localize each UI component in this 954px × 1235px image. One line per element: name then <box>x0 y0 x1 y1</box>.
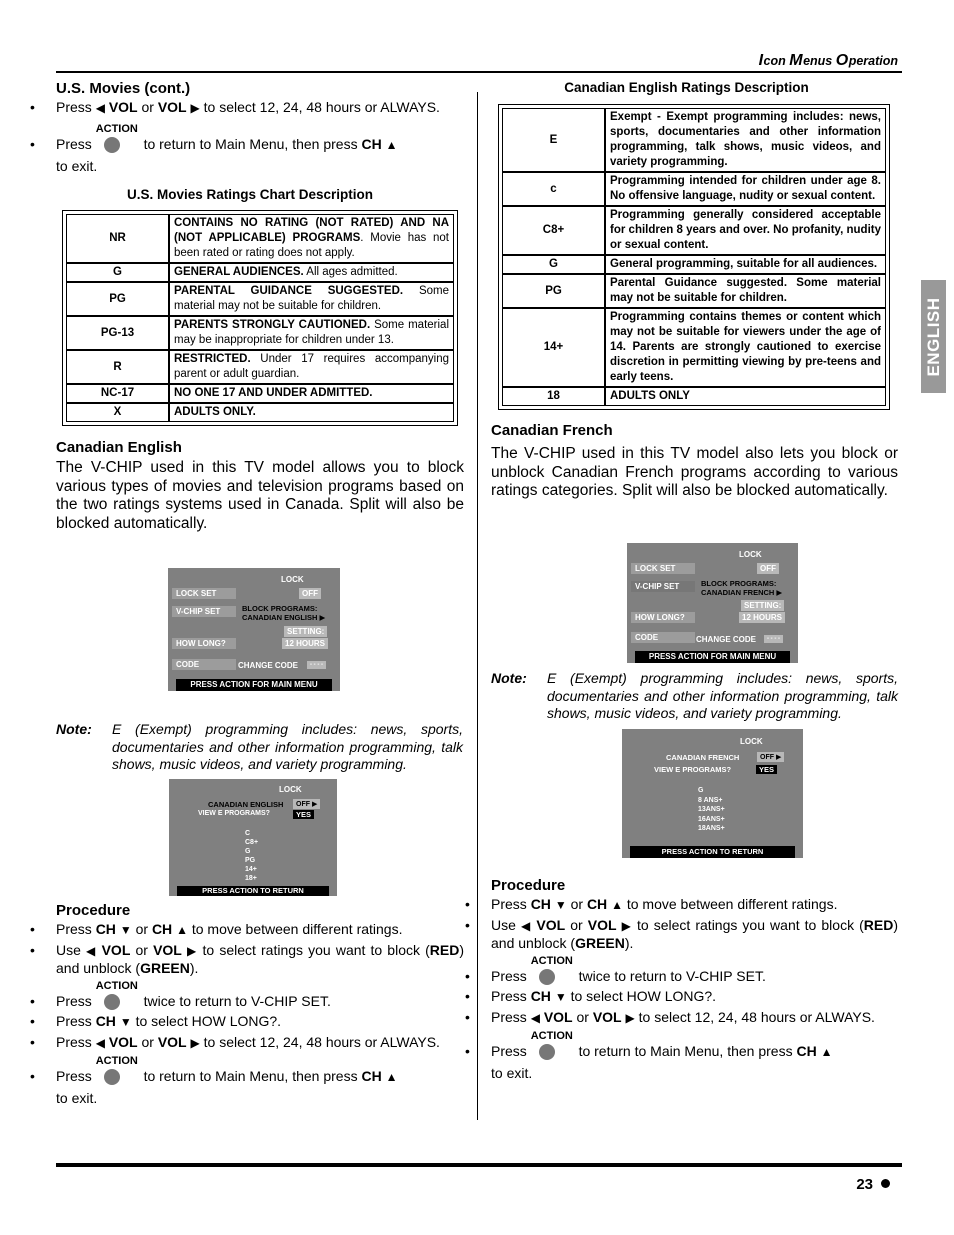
note-label: Note: <box>56 721 92 737</box>
osd-lock-title: LOCK <box>279 785 302 794</box>
osd-rating-item: 18+ <box>245 875 257 882</box>
osd-vchip-set: V-CHIP SET <box>631 581 695 592</box>
rating-code: G <box>66 263 169 282</box>
rating-code: PG <box>502 274 605 308</box>
osd-rating-item: C <box>245 830 251 837</box>
list-item: • Press ◀ VOL or VOL ▶ to select 12, 24, 48 hours or ALWAYS. <box>0 1034 464 1052</box>
rating-code: c <box>502 172 605 206</box>
left-arrow-icon: ◀ <box>95 101 105 115</box>
osd-view-e: VIEW E PROGRAMS? <box>654 765 732 774</box>
procedure-heading: Procedure <box>491 877 566 894</box>
up-arrow-icon: ▲ <box>176 923 188 937</box>
osd-rating-item: 13ANS+ <box>698 806 725 813</box>
rating-description: Exempt - Exempt programming includes: news, sports, documentaries and other information programming, talk shows, music videos, and variety programming. <box>605 108 886 172</box>
osd-change-code: CHANGE CODE <box>238 661 299 670</box>
osd-bottom-bar: PRESS ACTION FOR MAIN MENU <box>635 651 790 663</box>
list-item: • Press CH ▼ or CH ▲ to move between different ratings. <box>435 896 898 914</box>
rating-description: Programming intended for children under age 8. No offensive language, nudity or sexual content. <box>605 172 886 206</box>
table-row <box>66 403 454 422</box>
table-row <box>502 172 886 206</box>
action-button-icon: ACTION <box>96 137 140 153</box>
up-arrow-icon: ▲ <box>385 1070 398 1084</box>
us-table-caption: U.S. Movies Ratings Chart Description <box>126 187 374 202</box>
right-arrow-icon: ▶ <box>190 101 200 115</box>
action-button-icon: ACTION <box>531 1044 575 1060</box>
osd-lock-set: LOCK SET <box>172 588 236 599</box>
footer-rule <box>56 1163 902 1167</box>
list-item: • Use ◀ VOL or VOL ▶ to select ratings you want to block (RED) and unblock (GREEN). <box>0 942 464 977</box>
rating-description: PARENTS STRONGLY CAUTIONED. Some material may be inappropriate for children under 13. <box>169 316 454 350</box>
list-item: • Press ACTION to return to Main Menu, then press CH ▲ to exit. <box>435 1043 898 1082</box>
list-item: • Press ACTION to return to Main Menu, then press CH ▲ to exit. <box>0 136 464 175</box>
left-column <box>56 80 464 533</box>
list-item: • Press ◀ VOL or VOL ▶ to select 12, 24, 48 hours or ALWAYS. <box>0 99 464 117</box>
rating-description: Programming generally considered acceptable for children 8 years and over. No profanity, nudity or sexual content. <box>605 206 886 255</box>
rating-description: NO ONE 17 AND UNDER ADMITTED. <box>169 384 454 403</box>
osd-block-programs: BLOCK PROGRAMS: <box>701 579 777 588</box>
osd-bottom-bar: PRESS ACTION TO RETURN <box>630 846 795 858</box>
osd-hours: 12 HOURS <box>739 612 785 623</box>
table-row <box>502 255 886 274</box>
down-arrow-icon: ▼ <box>554 898 567 912</box>
action-button-icon: ACTION <box>531 969 575 985</box>
osd-setting: SETTING: <box>284 626 327 637</box>
table-row <box>66 384 454 403</box>
page-number: 23 <box>856 1176 890 1193</box>
table-row <box>502 206 886 255</box>
table-row <box>66 350 454 384</box>
osd-off-value: OFF <box>757 563 779 574</box>
vchip-menu-screen-english <box>168 568 340 691</box>
osd-title: CANADIAN FRENCH <box>666 753 740 762</box>
vchip-menu-screen-french <box>627 543 798 663</box>
osd-yes: YES <box>293 810 314 819</box>
procedure-heading: Procedure <box>56 902 131 919</box>
up-arrow-icon: ▲ <box>385 138 398 152</box>
table-row <box>502 387 886 406</box>
ce-table-caption: Canadian English Ratings Description <box>564 80 809 95</box>
osd-rating-item: 14+ <box>245 866 257 873</box>
osd-bottom-bar: PRESS ACTION FOR MAIN MENU <box>176 679 332 691</box>
osd-lock-set: LOCK SET <box>631 563 695 574</box>
table-row <box>66 316 454 350</box>
procedure-list <box>435 896 898 1082</box>
canadian-english-heading: Canadian English <box>56 439 182 456</box>
left-arrow-icon: ◀ <box>530 1011 540 1025</box>
rating-description: General programming, suitable for all audiences. <box>605 255 886 274</box>
table-row <box>502 274 886 308</box>
osd-change-code: CHANGE CODE <box>696 635 757 644</box>
osd-title: CANADIAN ENGLISH <box>208 800 284 809</box>
table-row <box>66 263 454 282</box>
list-item: • Press ◀ VOL or VOL ▶ to select 12, 24, 48 hours or ALWAYS. <box>435 1009 898 1027</box>
table-row <box>66 214 454 263</box>
note-text: E (Exempt) programming includes: news, sports, documentaries and other information programming, talk shows, music videos, and variety programming. <box>547 670 898 721</box>
osd-how-long: HOW LONG? <box>631 612 695 623</box>
canadian-french-heading: Canadian French <box>491 422 613 439</box>
right-arrow-icon: ▶ <box>190 1036 200 1050</box>
ce-ratings-table <box>498 104 890 410</box>
right-arrow-icon: ▶ <box>186 944 198 958</box>
osd-block-value: CANADIAN FRENCH ▶ <box>701 588 783 597</box>
list-item: • Press ACTION twice to return to V-CHIP SET. <box>0 993 464 1010</box>
osd-lock-title: LOCK <box>739 550 762 559</box>
osd-code-dashes: - - - - <box>307 661 326 669</box>
table-row <box>502 308 886 387</box>
bullet-dot-icon <box>881 1179 890 1188</box>
rating-description: CONTAINS NO RATING (NOT RATED) AND NA (NOT APPLICABLE) PROGRAMS. Movie has not been rated or rating does not apply. <box>169 214 454 263</box>
us-movies-heading: U.S. Movies (cont.) <box>56 80 191 97</box>
right-arrow-icon: ▶ <box>625 1011 635 1025</box>
osd-bottom-bar: PRESS ACTION TO RETURN <box>177 886 329 896</box>
action-button-icon: ACTION <box>96 994 140 1010</box>
list-item: • Press CH ▼ or CH ▲ to move between different ratings. <box>0 921 464 939</box>
canadian-english-paragraph: The V-CHIP used in this TV model allows you to block various types of movies and television programs based on the two ratings systems used in Canada. Split will also be blocked automatically. <box>56 459 464 532</box>
osd-rating-item: G <box>245 848 251 855</box>
osd-rating-item: PG <box>245 857 256 864</box>
osd-lock-title: LOCK <box>740 737 763 746</box>
osd-rating-item: G <box>698 787 704 794</box>
rating-code: C8+ <box>502 206 605 255</box>
table-row <box>502 108 886 172</box>
rating-description: ADULTS ONLY. <box>169 403 454 422</box>
view-e-screen-french <box>622 729 803 858</box>
osd-rating-item: 8 ANS+ <box>698 796 723 804</box>
canadian-french-paragraph: The V-CHIP used in this TV model also lets you block or unblock Canadian French programs according to various ratings categories. Split will also be blocked automatically. <box>491 445 898 499</box>
rating-description: Programming contains themes or content which may not be suitable for viewers under the age of 14. Parents are strongly cautioned to exercise discretion in permitting viewing by pre-teens and early teens. <box>605 308 886 387</box>
osd-off-value: OFF <box>299 588 321 599</box>
left-arrow-icon: ◀ <box>95 1036 105 1050</box>
up-arrow-icon: ▲ <box>820 1045 833 1059</box>
osd-block-value: CANADIAN ENGLISH ▶ <box>242 613 326 622</box>
osd-code-dashes: - - - - <box>764 635 783 643</box>
table-row <box>66 282 454 316</box>
left-arrow-icon: ◀ <box>520 919 532 933</box>
osd-code: CODE <box>172 659 236 670</box>
rating-code: 18 <box>502 387 605 406</box>
right-arrow-icon: ▶ <box>621 919 632 933</box>
rating-code: E <box>502 108 605 172</box>
language-side-tab: ENGLISH <box>921 280 946 393</box>
osd-off-value: OFF ▶ <box>293 799 320 809</box>
down-arrow-icon: ▼ <box>554 990 567 1004</box>
rating-code: 14+ <box>502 308 605 387</box>
list-item: • Press CH ▼ to select HOW LONG?. <box>0 1013 464 1031</box>
rating-code: X <box>66 403 169 422</box>
osd-lock-title: LOCK <box>281 575 304 584</box>
osd-block-programs: BLOCK PROGRAMS: <box>242 604 318 613</box>
rating-description: GENERAL AUDIENCES. All ages admitted. <box>169 263 454 282</box>
note-text: E (Exempt) programming includes: news, sports, documentaries and other information programming, talk shows, music videos, and variety programming. <box>112 721 463 772</box>
note-label: Note: <box>491 670 527 686</box>
procedure-right <box>491 877 898 1085</box>
left-arrow-icon: ◀ <box>86 944 97 958</box>
rating-code: NC-17 <box>66 384 169 403</box>
right-column <box>491 80 898 501</box>
osd-rating-item: 16ANS+ <box>698 815 725 823</box>
osd-rating-item: 18ANS+ <box>698 825 725 832</box>
up-arrow-icon: ▲ <box>611 898 623 912</box>
osd-code: CODE <box>631 632 695 643</box>
rating-code: PG <box>66 282 169 316</box>
list-item: • Press CH ▼ to select HOW LONG?. <box>435 988 898 1006</box>
osd-vchip-set: V-CHIP SET <box>172 606 236 617</box>
down-arrow-icon: ▼ <box>119 1015 132 1029</box>
rating-code: G <box>502 255 605 274</box>
list-item: • Press ACTION twice to return to V-CHIP SET. <box>435 968 898 985</box>
osd-hours: 12 HOURS <box>282 638 328 649</box>
rating-code: NR <box>66 214 169 263</box>
page-header-title: Icon Menus Operation <box>758 52 898 69</box>
down-arrow-icon: ▼ <box>119 923 132 937</box>
osd-view-e: VIEW E PROGRAMS? <box>198 810 270 817</box>
osd-rating-item: C8+ <box>245 839 259 846</box>
procedure-list <box>0 921 464 1107</box>
procedure-left <box>56 902 464 1110</box>
osd-ratings-list <box>698 786 725 834</box>
rating-code: PG-13 <box>66 316 169 350</box>
rating-description: ADULTS ONLY <box>605 387 886 406</box>
osd-setting: SETTING: <box>741 600 784 611</box>
action-button-icon: ACTION <box>96 1069 140 1085</box>
list-item: • Use ◀ VOL or VOL ▶ to select ratings you want to block (RED) and unblock (GREEN). <box>435 917 898 952</box>
list-item: • Press ACTION to return to Main Menu, then press CH ▲ to exit. <box>0 1068 464 1107</box>
osd-ratings-list <box>245 829 258 883</box>
rating-description: PARENTAL GUIDANCE SUGGESTED. Some material may not be suitable for children. <box>169 282 454 316</box>
osd-off-value: OFF ▶ <box>757 752 784 762</box>
header-rule <box>56 71 902 73</box>
us-movies-list <box>0 99 464 175</box>
rating-description: RESTRICTED. Under 17 requires accompanying parent or adult guardian. <box>169 350 454 384</box>
us-ratings-table <box>62 210 458 426</box>
rating-description: Parental Guidance suggested. Some material may not be suitable for children. <box>605 274 886 308</box>
osd-yes: YES <box>756 765 777 774</box>
rating-code: R <box>66 350 169 384</box>
view-e-screen-english <box>169 779 337 896</box>
osd-how-long: HOW LONG? <box>172 638 236 649</box>
